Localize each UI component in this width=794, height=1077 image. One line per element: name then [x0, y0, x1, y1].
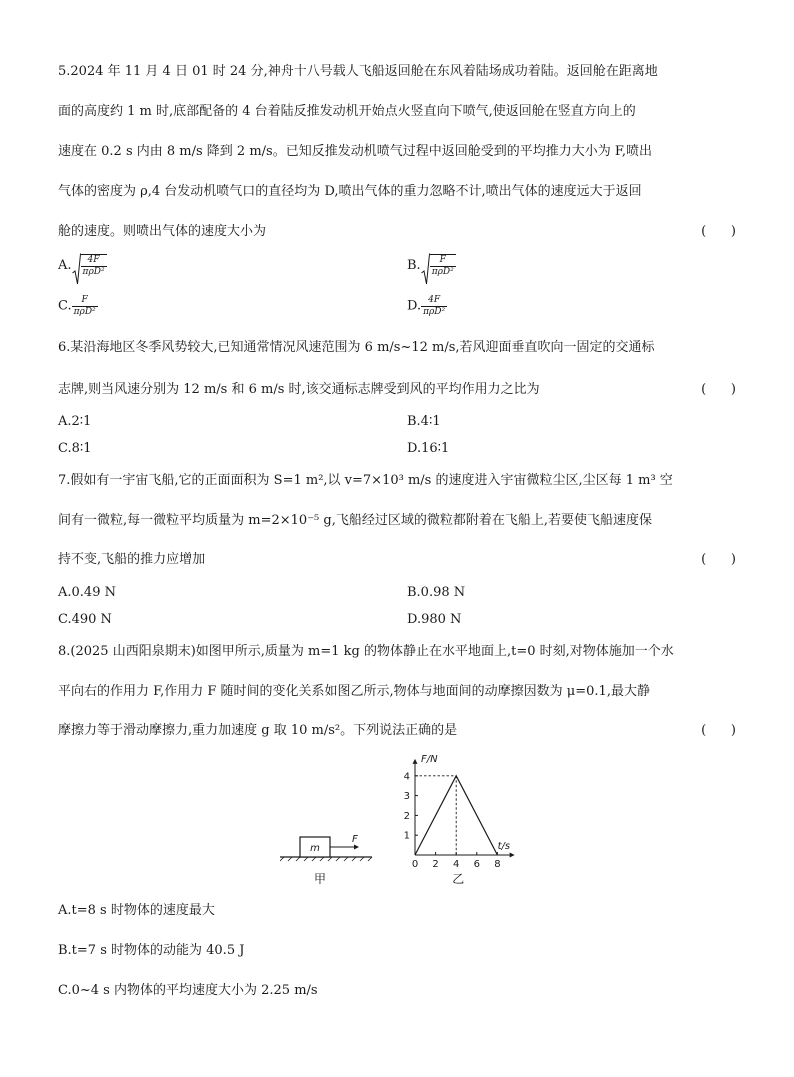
q7-option-b[interactable]: B.0.98 N [407, 585, 466, 600]
y-tick-label: 3 [403, 791, 410, 803]
force-time-line [415, 776, 497, 855]
q7-line-2: 间有一微粒,每一微粒平均质量为 m=2×10⁻⁵ g,飞船经过区域的微粒都附着在飞船上,若要使飞船速度保 [58, 513, 652, 528]
q7-option-a[interactable]: A.0.49 N [58, 585, 116, 600]
q8-answer-paren: ( ) [701, 723, 736, 738]
x-axis-arrowhead [510, 853, 515, 858]
force-arrowhead [354, 845, 359, 850]
q5-line-3: 速度在 0.2 s 内由 8 m/s 降到 2 m/s。已知反推发动机喷气过程中返回舱受到的平均推力大小为 F,喷出 [58, 144, 652, 159]
y-tick-label: 1 [403, 830, 410, 842]
q6-option-c[interactable]: C.8∶1 [58, 441, 92, 456]
x-tick-label: 0 [411, 859, 419, 870]
fraction: $\frac{4F}{\text{πρD²}}$ [82, 255, 105, 277]
force-label: F [352, 834, 358, 845]
q5-answer-paren: ( ) [701, 224, 736, 239]
q5-line-5: 舱的速度。则喷出气体的速度大小为 [58, 224, 267, 239]
q6-line-1: 6.某沿海地区冬季风势较大,已知通常情况风速范围为 6 m/s~12 m/s,若风迎面垂直吹向一固定的交通标 [58, 340, 655, 355]
q8-option-c[interactable]: C.0~4 s 内物体的平均速度大小为 2.25 m/s [58, 983, 318, 998]
y-axis-label: F/N [421, 753, 438, 765]
q8-line-1: 8.(2025 山西阳泉期末)如图甲所示,质量为 m=1 kg 的物体静止在水平地面上,t=0 时刻,对物体施加一个水 [58, 644, 674, 659]
q5-option-d[interactable] [407, 295, 447, 318]
fraction: $\frac{F}{\text{πρD²}}$ [73, 295, 96, 317]
q7-answer-paren: ( ) [701, 552, 736, 567]
option-label: C. [58, 298, 72, 314]
y-tick-label: 2 [403, 810, 410, 822]
figure-yi-chart [392, 752, 532, 887]
y-tick-label: 4 [403, 771, 410, 783]
figure-jia [280, 825, 380, 885]
x-tick-label: 2 [432, 859, 439, 870]
q8-line-3: 摩擦力等于滑动摩擦力,重力加速度 g 取 10 m/s²。下列说法正确的是 [58, 723, 458, 738]
x-tick-label: 8 [494, 859, 501, 870]
q8-option-a[interactable]: A.t=8 s 时物体的速度最大 [58, 903, 215, 918]
x-axis-label: t/s [497, 841, 511, 852]
sqrt-radical [421, 254, 456, 278]
q8-line-2: 平向右的作用力 F,作用力 F 随时间的变化关系如图乙所示,物体与地面间的动摩擦因数为 μ=0.1,最大静 [58, 684, 650, 699]
q6-line-2: 志牌,则当风速分别为 12 m/s 和 6 m/s 时,该交通标志牌受到风的平均作用力之比为 [58, 382, 540, 397]
fraction: $\frac{4F}{\text{πρD²}}$ [423, 295, 446, 317]
q5-option-b[interactable] [407, 254, 456, 278]
block-label: m [310, 843, 320, 854]
q7-line-1: 7.假如有一宇宙飞船,它的正面面积为 S=1 m²,以 v=7×10³ m/s 的速度进入宇宙微粒尘区,尘区每 1 m³ 空 [58, 473, 673, 488]
q8-option-b[interactable]: B.t=7 s 时物体的动能为 40.5 J [58, 943, 245, 958]
q6-option-a[interactable]: A.2∶1 [58, 414, 92, 429]
q5-line-1: 5.2024 年 11 月 4 日 01 时 24 分,神舟十八号载人飞船返回舱在东风着陆场成功着陆。返回舱在距离地 [58, 64, 658, 79]
q7-line-3: 持不变,飞船的推力应增加 [58, 552, 206, 567]
x-tick-label: 4 [453, 859, 460, 870]
q6-option-d[interactable]: D.16∶1 [407, 441, 450, 456]
x-tick-label: 6 [473, 859, 480, 870]
figure-caption-yi: 乙 [452, 872, 465, 886]
q5-line-4: 气体的密度为 ρ,4 台发动机喷气口的直径均为 D,喷出气体的重力忽略不计,喷出气体的速度远大于返回 [58, 184, 642, 199]
y-axis-arrowhead [413, 759, 418, 764]
sqrt-radical [72, 254, 107, 278]
figure-caption-jia: 甲 [313, 872, 327, 885]
fraction: $\frac{F}{\text{πρD²}}$ [431, 255, 454, 277]
q5-option-a[interactable] [58, 254, 107, 278]
q6-option-b[interactable]: B.4∶1 [407, 414, 441, 429]
option-label: A. [58, 258, 72, 273]
q6-answer-paren: ( ) [701, 382, 736, 397]
q7-option-d[interactable]: D.980 N [407, 612, 462, 627]
option-label: D. [407, 298, 422, 314]
q5-option-c[interactable] [58, 295, 98, 318]
q5-line-2: 面的高度约 1 m 时,底部配备的 4 台着陆反推发动机开始点火竖直向下喷气,使返回舱在竖直方向上的 [58, 104, 636, 119]
option-label: B. [407, 258, 421, 273]
q7-option-c[interactable]: C.490 N [58, 612, 112, 627]
